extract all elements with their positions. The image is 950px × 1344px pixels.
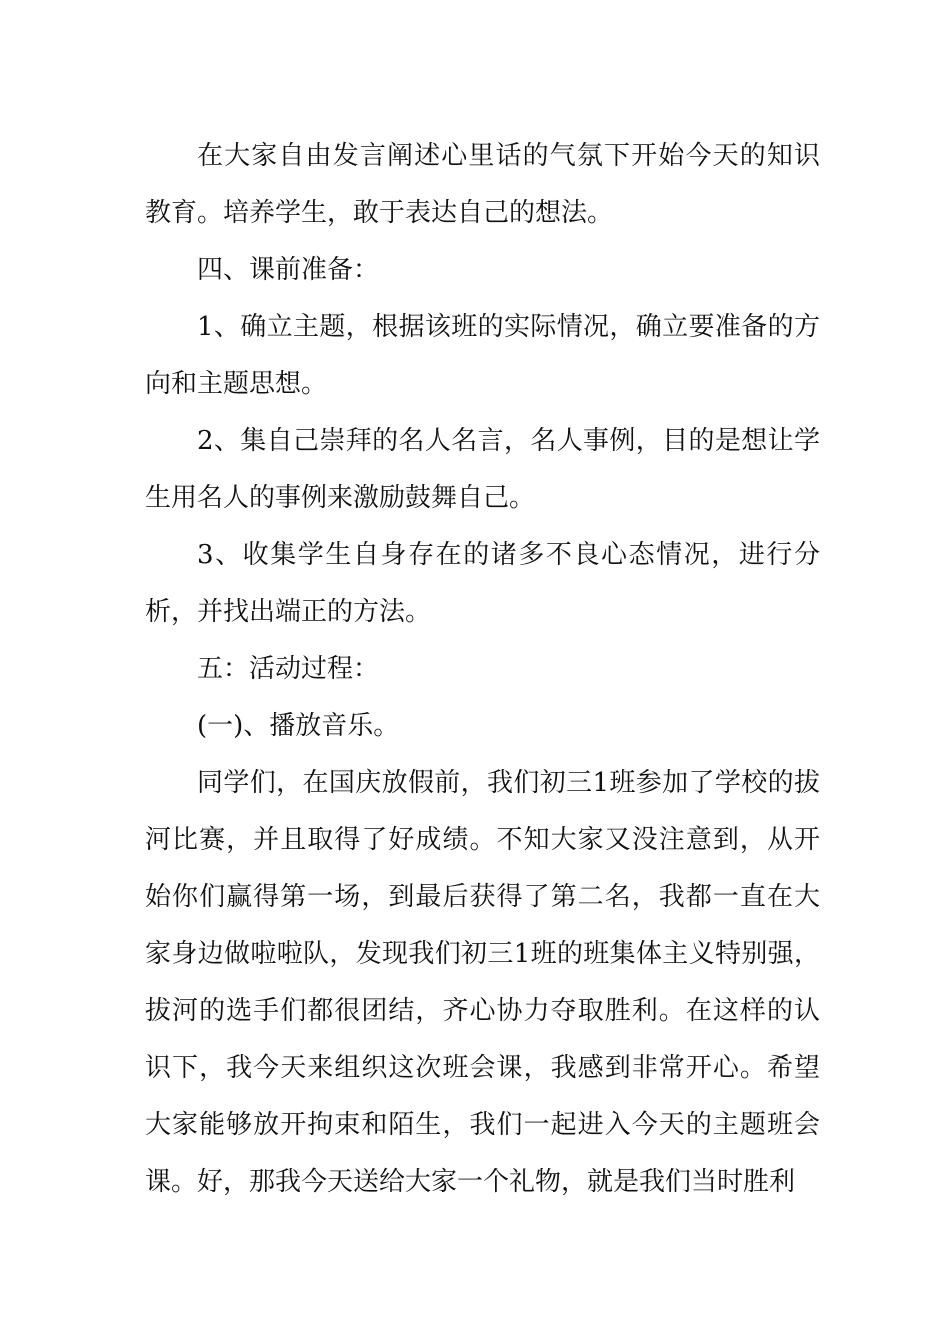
paragraph-prep-item-2: 2、集自己崇拜的名人名言，名人事例，目的是想让学生用名人的事例来激励鼓舞自己。 xyxy=(145,426,820,513)
paragraph-speech: 同学们，在国庆放假前，我们初三1班参加了学校的拔河比赛，并且取得了好成绩。不知大家又没注意到，从开始你们赢得第一场，到最后获得了第二名，我都一直在大家身边做啦啦队，发现我们初三1班的班集体主义特别强，拔河的选手们都很团结，齐心协力夺取胜利。在这样的认识下，我今天来组织这次班会课，我感到非常开心。希望大家能够放开拘束和陌生，我们一起进入今天的主题班会课。好，那我今天送给大家一个礼物，就是我们当时胜利 xyxy=(145,768,820,1197)
section-heading-activity: 五：活动过程： xyxy=(197,654,380,684)
paragraph-prep-item-3: 3、收集学生自身存在的诸多不良心态情况，进行分析，并找出端正的方法。 xyxy=(145,540,820,627)
subheading-play-music: (一)、播放音乐。 xyxy=(197,711,400,741)
section-heading-preparation: 四、课前准备： xyxy=(197,255,380,285)
document-body xyxy=(145,128,820,1211)
paragraph-prep-item-1: 1、确立主题，根据该班的实际情况，确立要准备的方向和主题思想。 xyxy=(145,312,820,399)
paragraph-intro: 在大家自由发言阐述心里话的气氛下开始今天的知识教育。培养学生，敢于表达自己的想法。 xyxy=(145,141,820,228)
